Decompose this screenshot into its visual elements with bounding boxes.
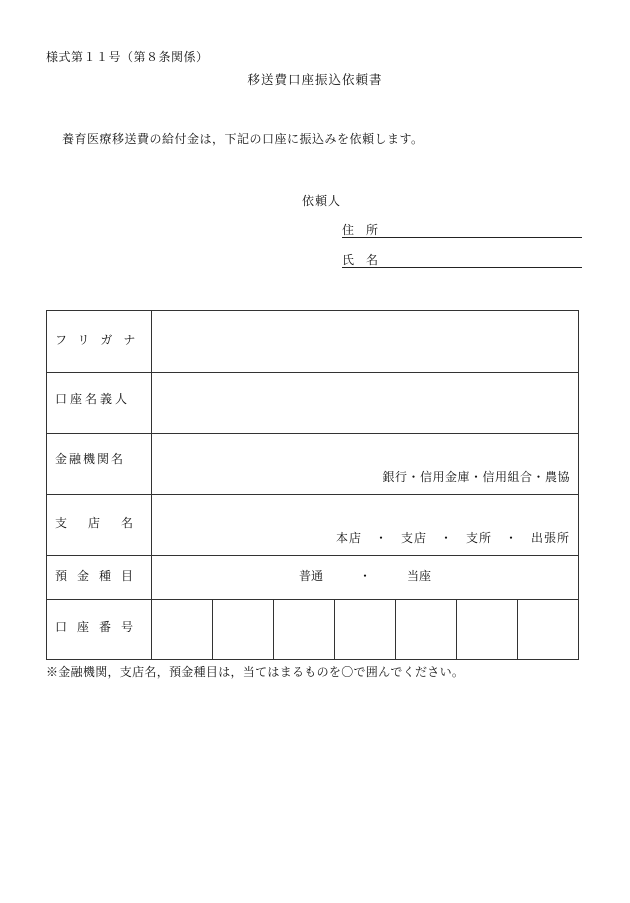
branch-label: 支 店 名 xyxy=(55,516,133,530)
account-digit-cell[interactable] xyxy=(457,600,518,660)
table-row-furigana xyxy=(47,311,578,373)
table-row-bank xyxy=(47,434,578,495)
table-row-deposit-type xyxy=(47,556,578,600)
bank-type-options: 銀行・信用金庫・信用組合・農協 xyxy=(382,470,570,484)
request-statement: 養育医療移送費の給付金は，下記の口座に振込みを依頼します。 xyxy=(62,132,424,146)
branch-input[interactable] xyxy=(152,495,578,555)
table-row-holder xyxy=(47,373,578,434)
deposit-type-options: 普通 ・ 当座 xyxy=(298,569,431,583)
name-field[interactable] xyxy=(342,251,582,268)
holder-label-cell xyxy=(47,373,152,433)
bank-account-table xyxy=(46,310,579,660)
branch-type-options: 本店 ・ 支店 ・ 支所 ・ 出張所 xyxy=(335,531,570,545)
requester-label: 依頼人 xyxy=(302,194,342,208)
name-label: 氏名 xyxy=(342,253,391,267)
holder-input[interactable] xyxy=(152,373,578,433)
deposit-type-label-cell xyxy=(47,556,152,599)
account-digit-cell[interactable] xyxy=(335,600,396,660)
address-label: 住所 xyxy=(342,223,391,237)
account-digit-cell[interactable] xyxy=(396,600,457,660)
account-digit-cell[interactable] xyxy=(152,600,213,660)
table-row-branch xyxy=(47,495,578,556)
account-number-label: 口 座 番 号 xyxy=(55,620,133,634)
furigana-label-cell xyxy=(47,311,152,372)
address-field[interactable] xyxy=(342,221,582,238)
document-title: 移送費口座振込依頼書 xyxy=(247,72,383,87)
account-digit-cell[interactable] xyxy=(518,600,578,660)
account-number-label-cell xyxy=(47,600,152,660)
bank-label-cell xyxy=(47,434,152,494)
deposit-type-input[interactable] xyxy=(152,556,578,599)
table-row-account-number xyxy=(47,600,578,660)
account-number-cells xyxy=(152,600,578,660)
account-digit-cell[interactable] xyxy=(213,600,274,660)
holder-label: 口座名義人 xyxy=(55,392,131,406)
footnote: ※金融機関，支店名，預金種目は，当てはまるものを〇で囲んでください。 xyxy=(46,665,465,679)
account-digit-cell[interactable] xyxy=(274,600,335,660)
deposit-type-label: 預 金 種 目 xyxy=(55,569,133,583)
bank-input[interactable] xyxy=(152,434,578,494)
furigana-label: フリガナ xyxy=(55,333,147,347)
branch-label-cell xyxy=(47,495,152,555)
form-number: 様式第１１号（第８条関係） xyxy=(46,50,209,64)
bank-label: 金融機関名 xyxy=(55,452,126,466)
furigana-input[interactable] xyxy=(152,311,578,372)
